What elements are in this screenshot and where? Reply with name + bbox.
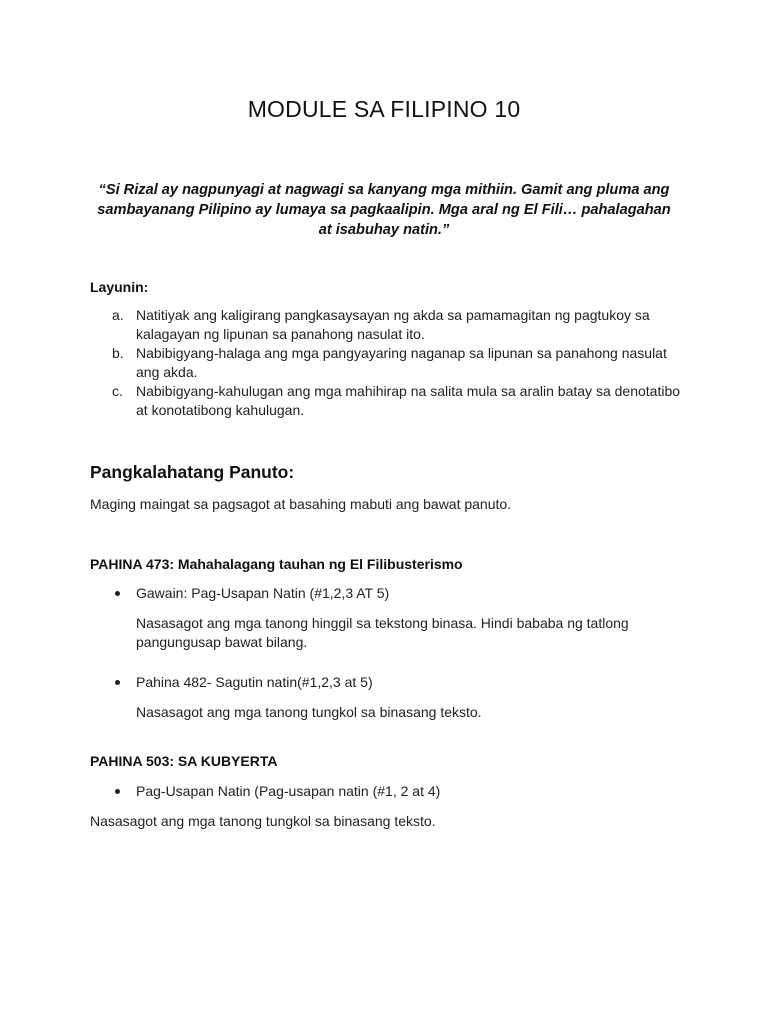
pahina-503-text: Nasasagot ang mga tanong tungkol sa binasang teksto. [90,813,436,829]
bullet-text: Gawain: Pag-Usapan Natin (#1,2,3 AT 5) [136,585,390,601]
list-marker: a. [112,307,124,323]
panuto-text: Maging maingat sa pagsagot at basahing mabuti ang bawat panuto. [90,496,512,512]
bullet-dot-icon [115,591,120,596]
list-marker: c. [112,383,123,399]
layunin-item-text: Natitiyak ang kaligirang pangkasaysayan ng akda sa pamamagitan ng pagtukoy sa kalagayan ng lipunan sa panahong nasulat ito. [136,307,650,342]
layunin-item-text: Nabibigyang-halaga ang mga pangyayaring naganap sa lipunan sa panahong nasulat ang akda. [136,345,667,380]
bullet-dot-icon [115,680,120,685]
layunin-item [90,382,690,420]
pahina-503-heading: PAHINA 503: SA KUBYERTA [90,753,278,769]
document-title: MODULE SA FILIPINO 10 [247,96,521,122]
layunin-item [90,344,690,382]
layunin-item [90,306,690,344]
rizal-quote: “Si Rizal ay nagpunyagi at nagwagi sa kanyang mga mithiin. Gamit ang pluma ang sambayanang Pilipino ay lumaya sa pagkaalipin. Mga aral ng El Fili… pahalagahan at isabuhay natin.” [97,182,671,238]
layunin-list [90,306,690,420]
pahina-473-heading: PAHINA 473: Mahahalagang tauhan ng El Filibusterismo [90,556,463,572]
bullet-description: Nasasagot ang mga tanong tungkol sa binasang teksto. [136,704,482,720]
bullet-text: Pahina 482- Sagutin natin(#1,2,3 at 5) [136,674,373,690]
layunin-item-text: Nabibigyang-kahulugan ang mga mahihirap na salita mula sa aralin batay sa denotatibo at konotatibong kahulugan. [136,383,681,418]
bullet-description: Nasasagot ang mga tanong hinggil sa tekstong binasa. Hindi bababa ng tatlong pangungusap bawat bilang. [136,615,629,650]
bullet-text: Pag-Usapan Natin (Pag-usapan natin (#1, 2 at 4) [136,783,441,799]
list-marker: b. [112,345,124,361]
panuto-heading: Pangkalahatang Panuto: [90,462,295,482]
layunin-heading: Layunin: [90,279,149,295]
bullet-dot-icon [115,789,120,794]
